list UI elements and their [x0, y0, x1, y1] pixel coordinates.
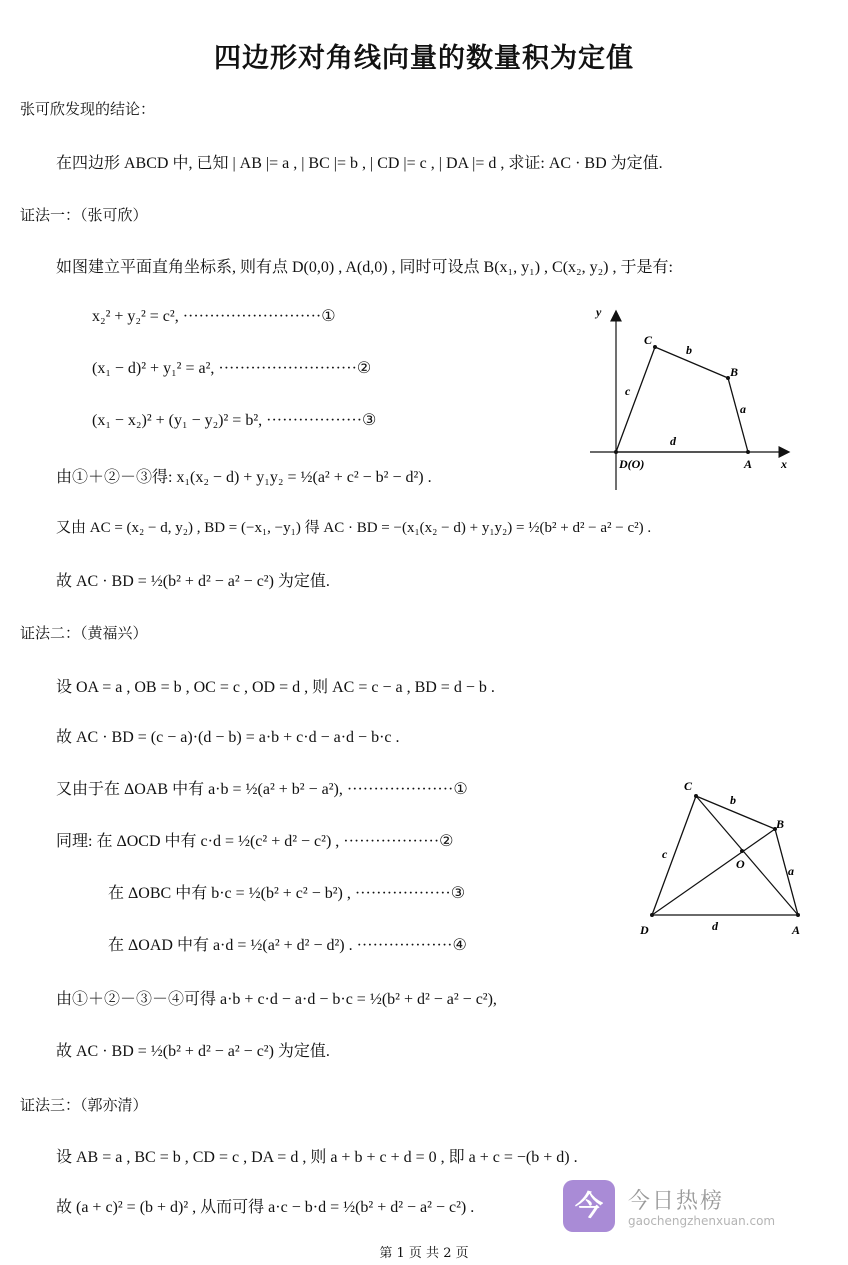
intersection-label-o: O — [736, 857, 745, 871]
vertex-label-a: A — [792, 923, 801, 937]
watermark-logo-icon: 今 — [574, 1189, 603, 1222]
vertex-label-c: C — [644, 333, 653, 347]
proof1-step1: 由①＋②－③得: x₁(x₂ − d) + y₁y₂ = ½(a² + c² − b² − d²) . — [56, 469, 432, 486]
proof2-setup: 设 OA = a , OB = b , OC = c , OD = d , 则 AC = c − a , BD = d − b . — [56, 679, 495, 696]
proof1-heading: 证法一：（张可欣） — [20, 206, 148, 224]
proof1-conclusion: 故 AC · BD = ½(b² + d² − a² − c²) 为定值. — [56, 573, 330, 590]
page-title: 四边形对角线向量的数量积为定值 — [214, 43, 634, 74]
proof1-step2: 又由 AC = (x₂ − d, y₂) , BD = (−x₁, −y₁) 得 AC · BD = −(x₁(x₂ − d) + y₁y₂) = ½(b² + d² − a² − c²) . — [56, 520, 652, 536]
vertex-label-c: C — [684, 779, 693, 793]
quadrilateral — [652, 796, 798, 915]
figure2-diagonal-diagram — [630, 772, 815, 942]
proof3-heading: 证法三：（郭亦清） — [20, 1096, 148, 1114]
proof1-eq2: (x₁ − d)² + y₁² = a², ··························② — [92, 360, 372, 377]
side-label-a: a — [740, 402, 746, 416]
side-label-d: d — [712, 919, 718, 933]
proof2-eq2: 同理: 在 ΔOCD 中有 c·d = ½(c² + d² − c²) , ··················② — [56, 833, 454, 850]
vertex-label-a: A — [744, 457, 753, 471]
proof2-expand: 故 AC · BD = (c − a)·(d − b) = a·b + c·d − a·d − b·c . — [56, 729, 400, 746]
proof2-heading: 证法二：（黄福兴） — [20, 624, 148, 642]
side-label-c: c — [625, 384, 631, 398]
axis-label-x: x — [781, 457, 787, 471]
proof3-conclusion: 故 (a + c)² = (b + d)² , 从而可得 a·c − b·d = ½(b² + d² − a² − c²) . — [56, 1199, 475, 1216]
proof2-eq3: 在 ΔOBC 中有 b·c = ½(b² + c² − b²) , ··················③ — [108, 885, 466, 902]
proof2-eq1: 又由于在 ΔOAB 中有 a·b = ½(a² + b² − a²), ····················① — [56, 781, 468, 798]
side-label-a: a — [788, 864, 794, 878]
proof1-setup: 如图建立平面直角坐标系, 则有点 D(0,0) , A(d,0) , 同时可设点 B(x₁, y₁) , C(x₂, y₂) , 于是有: — [56, 259, 673, 276]
figure1-coordinate-diagram — [580, 300, 800, 495]
proof2-conclusion: 故 AC · BD = ½(b² + d² − a² − c²) 为定值. — [56, 1043, 330, 1060]
proof1-eq3: (x₁ − x₂)² + (y₁ − y₂)² = b², ··················③ — [92, 412, 377, 429]
watermark-url: gaochengzhenxuan.com — [628, 1214, 776, 1228]
watermark-name: 今日热榜 — [628, 1189, 725, 1214]
proof1-eq1: x₂² + y₂² = c², ··························① — [92, 308, 336, 325]
proof2-eq4: 在 ΔOAD 中有 a·d = ½(a² + d² − d²) . ··················④ — [108, 937, 467, 954]
quadrilateral — [616, 347, 748, 452]
proof2-step: 由①＋②－③－④可得 a·b + c·d − a·d − b·c = ½(b² + d² − a² − c²), — [56, 991, 497, 1008]
vertex-label-b: B — [776, 817, 785, 831]
side-label-b: b — [686, 343, 692, 357]
proof3-setup: 设 AB = a , BC = b , CD = c , DA = d , 则 a + b + c + d = 0 , 即 a + c = −(b + d) . — [56, 1149, 578, 1166]
vertex-label-b: B — [730, 365, 739, 379]
problem-statement: 在四边形 ABCD 中, 已知 | AB |= a , | BC |= b , | CD |= c , | DA |= d , 求证: AC · BD 为定值. — [56, 155, 663, 172]
axis-label-y: y — [596, 305, 602, 319]
side-label-d: d — [670, 434, 676, 448]
side-label-c: c — [662, 847, 668, 861]
vertex-label-d: D(O) — [619, 457, 645, 471]
diagonal-db — [652, 829, 775, 915]
discoverer-line: 张可欣发现的结论： — [20, 100, 156, 118]
page-footer: 第 1 页 共 2 页 — [379, 1246, 469, 1261]
vertex-label-d: D — [640, 923, 649, 937]
side-label-b: b — [730, 793, 736, 807]
